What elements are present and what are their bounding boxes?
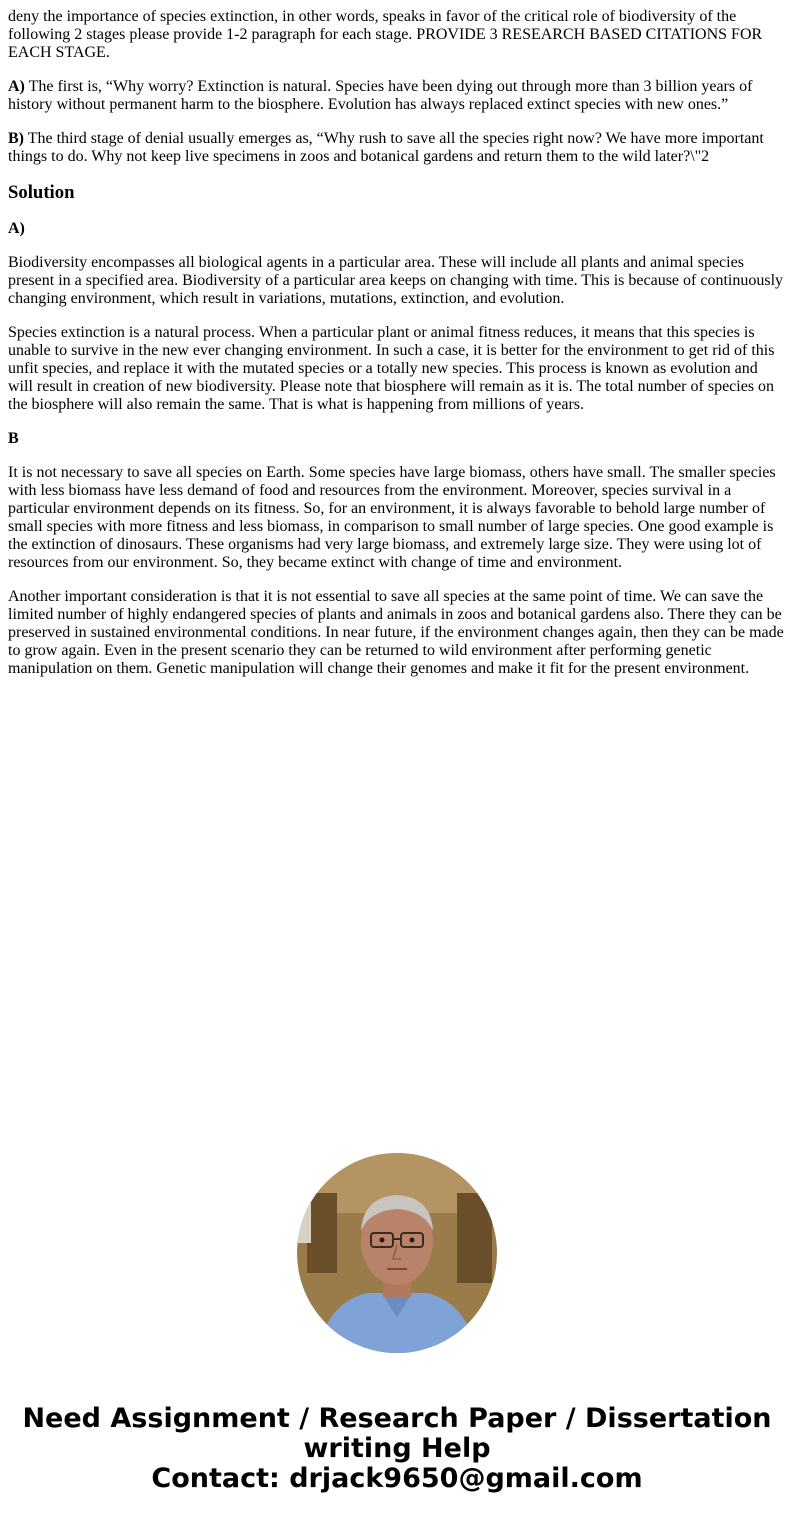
question-stage-b [8, 130, 786, 166]
stage-b-label: B) [8, 130, 24, 147]
document-body [8, 8, 786, 694]
stage-a-label: A) [8, 78, 25, 95]
section-b-paragraph: Another important consideration is that it is not essential to save all species at the same point of time. We can save the limited number of highly endangered species of plants and animals in zoos and botanical gardens also. There they can be preserved in sustained environmental conditions. In near future, if the environment changes again, then they can be made to grow again. Even in the present scenario they can be returned to wild environment after performing genetic manipulation on them. Genetic manipulation will change their genomes and make it fit for the present environment. [8, 588, 784, 677]
footer-line-2: writing Help [303, 1433, 491, 1464]
section-a-label: A) [8, 220, 25, 237]
section-a-paragraph: Species extinction is a natural process. When a particular plant or animal fitness reduces, it means that this species is unable to survive in the new ever changing environment. In such a case, it is better for the environment to get rid of this unfit species, and replace it with the mutated species or a totally new species. This process is known as evolution and will result in creation of new biodiversity. Please note that biosphere will remain as it is. The total number of species on the biosphere will also remain the same. That is what is happening from millions of years. [8, 324, 775, 413]
footer-banner [0, 1404, 794, 1494]
section-b-label: B [8, 430, 19, 447]
stage-a-text: The first is, “Why worry? Extinction is natural. Species have been dying out through more than 3 billion years of history without permanent harm to the biosphere. Evolution has always replaced extinct species with new ones.” [8, 78, 753, 113]
question-intro: deny the importance of species extinction, in other words, speaks in favor of the critical role of biodiversity of the following 2 stages please provide 1-2 paragraph for each stage. PROVIDE 3 RESEARCH BASED CITATIONS FOR EACH STAGE. [8, 8, 763, 61]
question-stage-a [8, 78, 786, 114]
author-avatar [297, 1153, 497, 1353]
stage-b-text: The third stage of denial usually emerges as, “Why rush to save all the species right now? We have more important things to do. Why not keep live specimens in zoos and botanical gardens and return them to the wild later?\"2 [8, 130, 764, 165]
footer-contact: Contact: drjack9650@gmail.com [151, 1463, 643, 1494]
section-b-paragraph: It is not necessary to save all species on Earth. Some species have large biomass, others have small. The smaller species with less biomass have less demand of food and resources from the environment. Moreover, species survival in a particular environment depends on its fitness. So, for an environment, it is always favorable to behold large number of small species with more fitness and less biomass, in comparison to small number of large species. One good example is the extinction of dinosaurs. These organisms had very large biomass, and extremely large size. They were using lot of resources from our environment. So, they became extinct with change of time and environment. [8, 464, 776, 571]
author-portrait-image [297, 1153, 497, 1353]
section-a-paragraph: Biodiversity encompasses all biological agents in a particular area. These will include all plants and animal species present in a specified area. Biodiversity of a particular area keeps on changing with time. This is because of continuously changing environment, which result in variations, mutations, extinction, and evolution. [8, 254, 784, 307]
footer-line-1: Need Assignment / Research Paper / Dissertation [22, 1403, 772, 1434]
solution-heading: Solution [8, 182, 75, 203]
